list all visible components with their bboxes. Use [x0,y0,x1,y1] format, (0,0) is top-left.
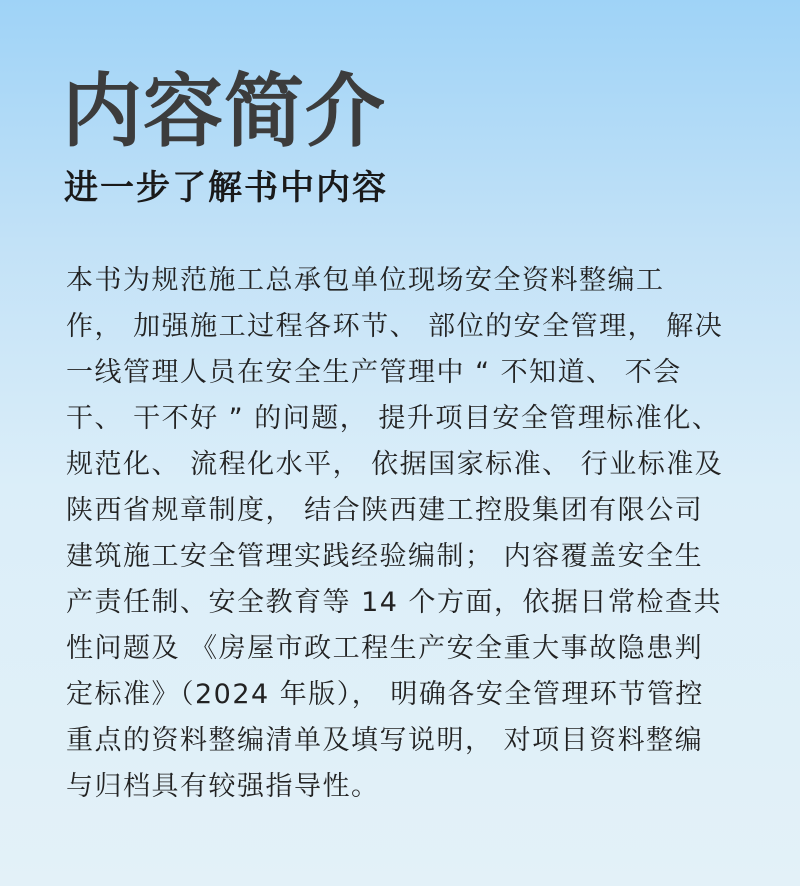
description-paragraph [66,258,742,810]
text-line: 与归档具有较强指导性。 [66,771,380,802]
text-line: 一线管理人员在安全生产管理中 “ 不知道、 不会 [66,357,682,388]
text-line: 建筑施工安全管理实践经验编制； 内容覆盖安全生 [66,541,704,572]
text-line: 本书为规范施工总承包单位现场安全资料整编工 [66,265,665,296]
text-line: 作， 加强施工过程各环节、 部位的安全管理， 解决 [66,311,724,342]
text-line: 陕西省规章制度， 结合陕西建工控股集团有限公司 [66,495,704,526]
page-title: 内容简介 [62,65,386,158]
page-subtitle: 进一步了解书中内容 [64,168,388,208]
text-line: 产责任制、安全教育等 14 个方面，依据日常检查共 [66,587,723,618]
text-line: 干、 干不好 ” 的问题， 提升项目安全管理标准化、 [66,403,721,434]
text-line: 定标准》（2024 年版）， 明确各安全管理环节管控 [66,679,704,710]
text-line: 规范化、 流程化水平， 依据国家标准、 行业标准及 [66,449,724,480]
text-line: 性问题及 《房屋市政工程生产安全重大事故隐患判 [66,633,704,664]
text-line: 重点的资料整编清单及填写说明， 对项目资料整编 [66,725,704,756]
